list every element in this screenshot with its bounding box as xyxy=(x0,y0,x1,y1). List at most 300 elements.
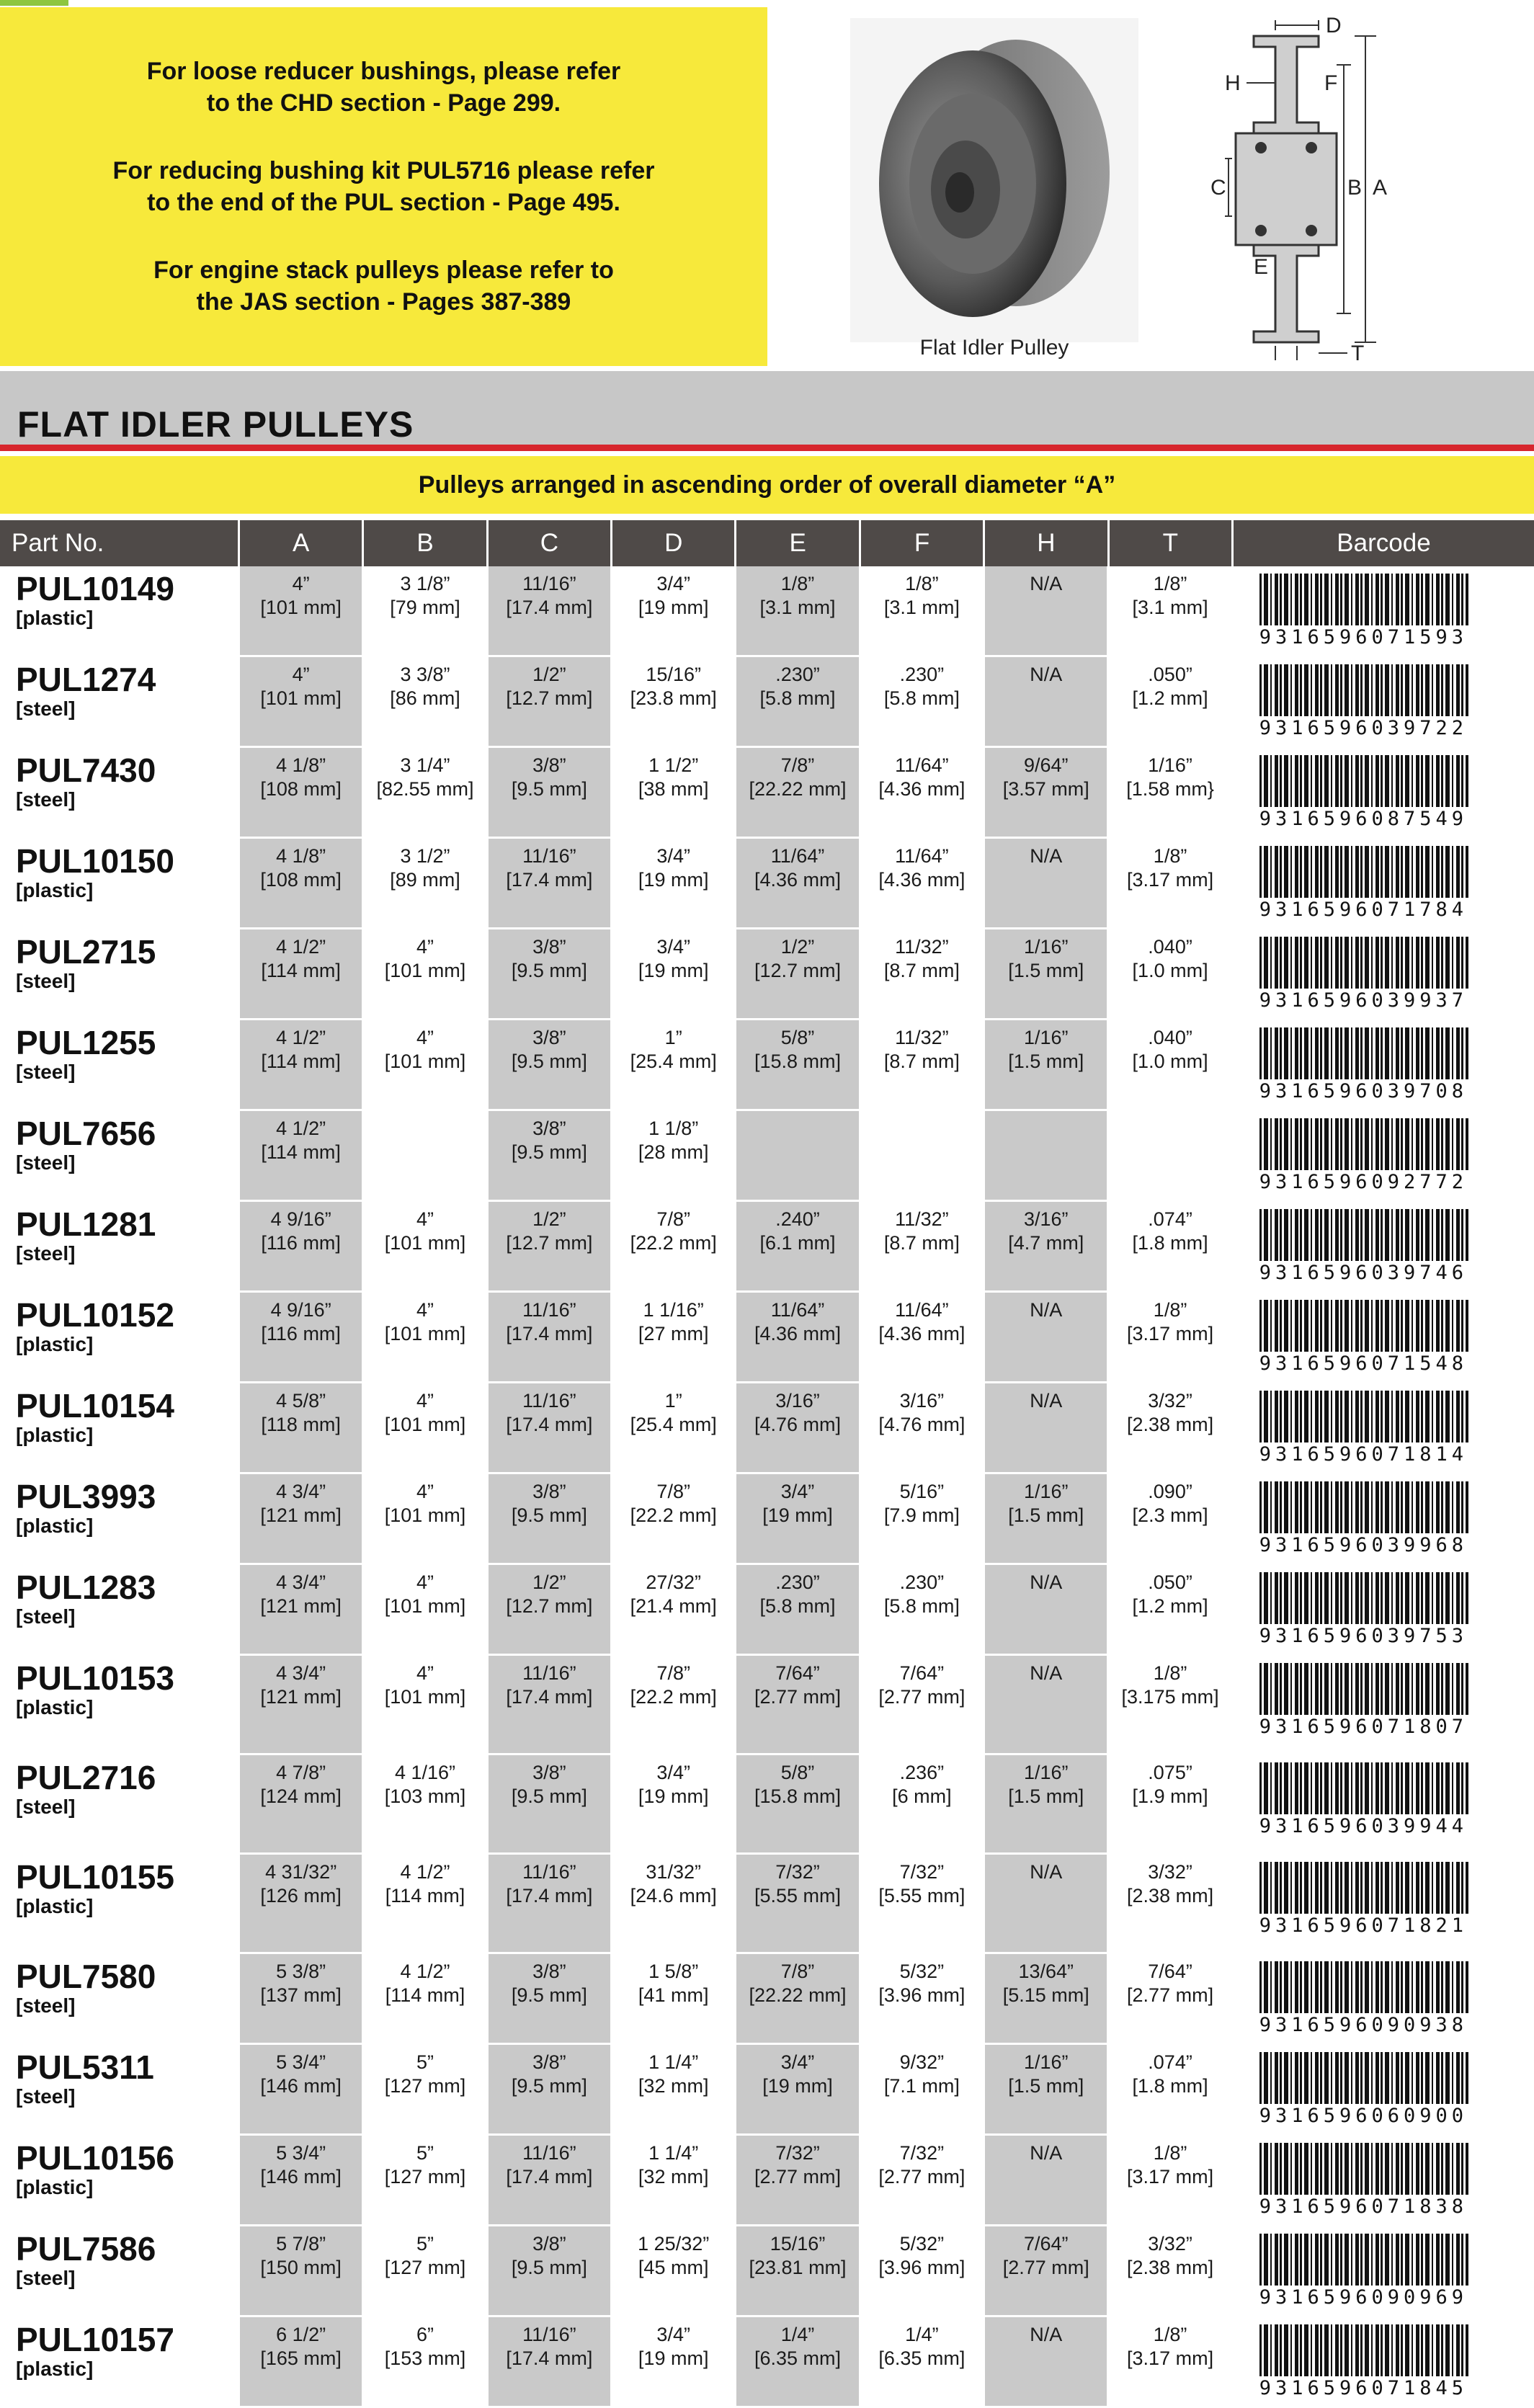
dimension-cell-f xyxy=(861,2226,985,2315)
dimension-cell-e xyxy=(736,1020,860,1109)
table-row xyxy=(0,1020,1534,1111)
dimension-inch: 11/64” xyxy=(895,1299,949,1321)
barcode-cell xyxy=(1234,1855,1534,1952)
barcode-number: 9316596039753 xyxy=(1259,1625,1468,1647)
dimension-cell-e xyxy=(736,1383,860,1472)
dimension-inch: 3/8” xyxy=(532,1118,566,1139)
dimension-cell-d xyxy=(612,2226,736,2315)
dimension-cell-b xyxy=(364,1474,488,1563)
dimension-cell-d xyxy=(612,1202,736,1290)
dimension-cell-d xyxy=(612,2317,736,2406)
dimension-mm: [2.77 mm] xyxy=(878,2166,966,2188)
barcode-icon xyxy=(1259,1961,1468,2013)
dimension-cell-t xyxy=(1109,1954,1233,2043)
dimension-cell-a xyxy=(240,1656,364,1753)
table-row xyxy=(0,1383,1534,1474)
dimension-mm: [108 mm] xyxy=(260,869,342,891)
barcode-cell xyxy=(1234,1565,1534,1654)
dimension-cell-a xyxy=(240,1755,364,1852)
dimension-inch: 3/4” xyxy=(656,936,690,958)
dimension-cell-b xyxy=(364,1293,488,1381)
dimension-mm: [32 mm] xyxy=(638,2075,709,2097)
dimension-inch: .050” xyxy=(1148,1571,1192,1593)
photo-caption: Flat Idler Pulley xyxy=(919,336,1069,360)
part-number: PUL2716 xyxy=(16,1759,156,1796)
dimension-mm: [101 mm] xyxy=(384,1504,466,1526)
dimension-mm: [22.2 mm] xyxy=(630,1232,717,1254)
dimension-inch: 11/16” xyxy=(522,2324,576,2345)
dimension-cell-c xyxy=(489,839,612,927)
dimension-cell-f xyxy=(861,1293,985,1381)
dimension-cell-e xyxy=(736,748,860,837)
dimension-inch: 6” xyxy=(416,2324,434,2345)
barcode-cell xyxy=(1234,657,1534,746)
barcode-cell xyxy=(1234,2317,1534,2406)
table-row xyxy=(0,1855,1534,1954)
dimension-cell-b xyxy=(364,2045,488,2133)
table-row xyxy=(0,1565,1534,1656)
column-header-t: T xyxy=(1110,520,1234,566)
part-number: PUL7430 xyxy=(16,752,156,789)
dimension-cell-b xyxy=(364,566,488,655)
dimension-inch: 4 1/2” xyxy=(276,936,326,958)
dimension-inch: N/A xyxy=(1030,2324,1063,2345)
dimension-mm: [1.8 mm] xyxy=(1132,2075,1208,2097)
dimension-cell-f xyxy=(861,2136,985,2224)
barcode-icon xyxy=(1259,1663,1468,1715)
dimension-mm: [9.5 mm] xyxy=(511,960,587,981)
dimension-cell-h xyxy=(985,2045,1109,2133)
dimension-cell-f xyxy=(861,1383,985,1472)
part-material: [plastic] xyxy=(16,2358,94,2380)
dimension-inch: 3/8” xyxy=(532,2233,566,2255)
dimension-inch: 4 1/2” xyxy=(276,1118,326,1139)
dimension-inch: 3/4” xyxy=(656,845,690,867)
dimension-cell-e xyxy=(736,1202,860,1290)
barcode-icon xyxy=(1259,1027,1468,1079)
dimension-cell-c xyxy=(489,657,612,746)
dimension-mm: [9.5 mm] xyxy=(511,2257,587,2278)
dimension-cell-f xyxy=(861,2045,985,2133)
dimension-cell-t xyxy=(1109,929,1233,1018)
dimension-cell-b xyxy=(364,2136,488,2224)
table-row xyxy=(0,1293,1534,1383)
part-material: [steel] xyxy=(16,1151,76,1174)
dimension-cell-t xyxy=(1109,2317,1233,2406)
dimension-cell-h xyxy=(985,839,1109,927)
part-number: PUL1283 xyxy=(16,1569,156,1606)
dimension-cell-f xyxy=(861,566,985,655)
dimension-mm: [6.1 mm] xyxy=(759,1232,836,1254)
dimension-inch: 4” xyxy=(416,936,434,958)
dimension-cell-b xyxy=(364,1855,488,1952)
table-subtitle: Pulleys arranged in ascending order of overall diameter “A” xyxy=(0,456,1534,514)
dimension-cell-c xyxy=(489,1755,612,1852)
dimension-inch: 4 3/4” xyxy=(276,1662,326,1684)
dimension-mm: [1.2 mm] xyxy=(1132,1595,1208,1617)
dimension-inch: .230” xyxy=(899,664,945,685)
barcode-icon xyxy=(1259,937,1468,989)
table-row xyxy=(0,2045,1534,2136)
dimension-mm: [4.76 mm] xyxy=(878,1414,966,1435)
dimension-mm: [101 mm] xyxy=(260,687,342,709)
dimension-mm: [2.38 mm] xyxy=(1127,1414,1214,1435)
dimension-cell-t xyxy=(1109,1202,1233,1290)
dimension-mm: [6.35 mm] xyxy=(878,2347,966,2369)
dimension-mm: [3.17 mm] xyxy=(1127,2347,1214,2369)
part-material: [steel] xyxy=(16,2267,76,2289)
dimension-cell-f xyxy=(861,1656,985,1753)
dimension-inch: 7/64” xyxy=(1148,1961,1192,1982)
table-row xyxy=(0,1755,1534,1855)
dimension-cell-c xyxy=(489,1020,612,1109)
dimension-inch: 1 1/16” xyxy=(643,1299,704,1321)
dimension-mm: [17.4 mm] xyxy=(506,2347,593,2369)
dimension-inch: 11/16” xyxy=(522,1662,576,1684)
dimension-mm: [1.0 mm] xyxy=(1132,960,1208,981)
dimension-mm: [101 mm] xyxy=(384,1323,466,1345)
dimension-cell-h xyxy=(985,657,1109,746)
part-material: [plastic] xyxy=(16,1424,94,1446)
dimension-cell-e xyxy=(736,2045,860,2133)
dimension-inch: 1/8” xyxy=(1153,2324,1187,2345)
dimension-cell-e xyxy=(736,839,860,927)
diagram-label-c: C xyxy=(1210,176,1226,200)
dimension-inch: 1/8” xyxy=(1153,1299,1187,1321)
dimension-mm: [127 mm] xyxy=(384,2075,466,2097)
dimension-inch: 5” xyxy=(416,2051,434,2073)
dimension-mm: [17.4 mm] xyxy=(506,1686,593,1708)
dimension-cell-h xyxy=(985,1383,1109,1472)
barcode-icon xyxy=(1259,1762,1468,1814)
dimension-mm: [127 mm] xyxy=(384,2257,466,2278)
barcode-number: 9316596071821 xyxy=(1259,1914,1468,1937)
part-material: [steel] xyxy=(16,1605,76,1628)
dimension-cell-t xyxy=(1109,839,1233,927)
dimension-mm: [6 mm] xyxy=(892,1785,952,1807)
dimension-inch: 13/64” xyxy=(1018,1961,1074,1982)
dimension-inch: 1/8” xyxy=(1153,2142,1187,2164)
dimension-mm: [19 mm] xyxy=(762,1504,833,1526)
dimension-cell-a xyxy=(240,2226,364,2315)
dimension-cell-b xyxy=(364,929,488,1018)
dimension-mm: [12.7 mm] xyxy=(506,1232,593,1254)
dimension-inch: 7/64” xyxy=(1023,2233,1069,2255)
dimension-inch: 4” xyxy=(416,1662,434,1684)
dimension-cell-d xyxy=(612,1755,736,1852)
top-accent-bar xyxy=(0,0,68,6)
dimension-inch: 5 7/8” xyxy=(276,2233,326,2255)
dimension-mm: [21.4 mm] xyxy=(630,1595,717,1617)
dimension-mm: [1.5 mm] xyxy=(1008,1785,1084,1807)
dimension-mm: [19 mm] xyxy=(638,1785,709,1807)
part-cell xyxy=(0,1565,240,1654)
dimension-cell-a xyxy=(240,1855,364,1952)
barcode-number: 9316596071807 xyxy=(1259,1716,1468,1738)
dimension-cell-f xyxy=(861,1020,985,1109)
dimension-cell-d xyxy=(612,1855,736,1952)
dimension-mm: [15.8 mm] xyxy=(754,1051,842,1072)
dimension-cell-h xyxy=(985,2226,1109,2315)
dimension-inch: 7/32” xyxy=(899,2142,945,2164)
dimension-inch: 4 7/8” xyxy=(276,1762,326,1783)
part-number: PUL1255 xyxy=(16,1024,156,1061)
dimension-cell-a xyxy=(240,1293,364,1381)
diagram-label-e: E xyxy=(1254,255,1269,279)
dimension-inch: 11/32” xyxy=(895,1208,949,1230)
dimension-cell-d xyxy=(612,1954,736,2043)
dimension-inch: 3/16” xyxy=(899,1390,945,1412)
dimension-mm: [1.5 mm] xyxy=(1008,2075,1084,2097)
dimension-inch: 1/8” xyxy=(1153,573,1187,594)
part-material: [steel] xyxy=(16,2085,76,2108)
dimension-mm: [101 mm] xyxy=(384,1232,466,1254)
column-header-h: H xyxy=(985,520,1109,566)
dimension-cell-t xyxy=(1109,1383,1233,1472)
dimension-mm: [2.77 mm] xyxy=(754,1686,842,1708)
part-material: [plastic] xyxy=(16,1515,94,1537)
dimension-mm: [101 mm] xyxy=(384,1414,466,1435)
barcode-cell xyxy=(1234,839,1534,927)
dimension-inch: 5 3/4” xyxy=(276,2051,326,2073)
dimension-inch: N/A xyxy=(1030,1662,1063,1684)
dimension-cell-c xyxy=(489,2226,612,2315)
dimension-mm: [38 mm] xyxy=(638,778,709,800)
column-header-f: F xyxy=(861,520,985,566)
dimension-inch: 3/8” xyxy=(532,2051,566,2073)
dimension-inch: 3/32” xyxy=(1148,1861,1192,1883)
dimension-mm: [101 mm] xyxy=(260,597,342,618)
dimension-inch: 27/32” xyxy=(646,1571,701,1593)
dimension-mm: [86 mm] xyxy=(390,687,460,709)
diagram-label-h: H xyxy=(1225,71,1241,95)
barcode-cell xyxy=(1234,1474,1534,1563)
dimension-cell-h xyxy=(985,1202,1109,1290)
dimension-mm: [3.57 mm] xyxy=(1002,778,1089,800)
dimension-inch: 5/16” xyxy=(899,1481,945,1502)
part-cell xyxy=(0,1293,240,1381)
dimension-inch: 1” xyxy=(664,1390,682,1412)
dimension-inch: 1 1/8” xyxy=(648,1118,699,1139)
part-cell xyxy=(0,2136,240,2224)
dimension-inch: 7/64” xyxy=(899,1662,945,1684)
dimension-mm: [15.8 mm] xyxy=(754,1785,842,1807)
dimension-inch: 7/8” xyxy=(780,1961,815,1982)
dimension-mm: [4.36 mm] xyxy=(754,1323,842,1345)
dimension-cell-d xyxy=(612,1383,736,1472)
dimension-inch: 3/8” xyxy=(532,1481,566,1502)
dimension-mm: [2.38 mm] xyxy=(1127,1885,1214,1907)
diagram-label-d: D xyxy=(1326,14,1342,37)
dimension-inch: 11/64” xyxy=(895,845,949,867)
barcode-number: 9316596090969 xyxy=(1259,2286,1468,2309)
table-row xyxy=(0,1202,1534,1293)
dimension-cell-h xyxy=(985,1111,1109,1200)
dimension-inch: 3/8” xyxy=(532,754,566,776)
dimension-inch: 5/32” xyxy=(899,1961,945,1982)
dimension-inch: .074” xyxy=(1148,1208,1192,1230)
dimension-inch: 3/8” xyxy=(532,1027,566,1048)
dimension-inch: 4” xyxy=(292,573,310,594)
dimension-mm: [4.36 mm] xyxy=(878,1323,966,1345)
dimension-mm: [9.5 mm] xyxy=(511,2075,587,2097)
pulley-table xyxy=(0,566,1534,2408)
pulley-dimension-diagram xyxy=(1210,14,1455,367)
part-cell xyxy=(0,566,240,655)
table-row xyxy=(0,929,1534,1020)
barcode-cell xyxy=(1234,1020,1534,1109)
dimension-inch: .240” xyxy=(775,1208,820,1230)
dimension-inch: 7/32” xyxy=(899,1861,945,1883)
dimension-cell-h xyxy=(985,1020,1109,1109)
dimension-mm: [114 mm] xyxy=(385,1984,465,2006)
table-row xyxy=(0,1656,1534,1755)
dimension-inch: N/A xyxy=(1030,1861,1063,1883)
dimension-inch: 1/8” xyxy=(905,573,939,594)
dimension-mm: [4.36 mm] xyxy=(878,778,966,800)
dimension-cell-c xyxy=(489,2136,612,2224)
dimension-mm: [1.0 mm] xyxy=(1132,1051,1208,1072)
dimension-inch: 3/8” xyxy=(532,1961,566,1982)
dimension-cell-h xyxy=(985,566,1109,655)
part-cell xyxy=(0,748,240,837)
dimension-mm: [150 mm] xyxy=(260,2257,342,2278)
flat-idler-pulley-photo xyxy=(850,18,1138,342)
dimension-inch: 4 9/16” xyxy=(270,1208,331,1230)
dimension-inch: 3/32” xyxy=(1148,1390,1192,1412)
dimension-inch: 4 1/8” xyxy=(276,754,326,776)
dimension-mm: [126 mm] xyxy=(260,1885,342,1907)
dimension-cell-e xyxy=(736,1111,860,1200)
dimension-cell-f xyxy=(861,748,985,837)
reference-notice xyxy=(0,7,767,366)
barcode-number: 9316596071593 xyxy=(1259,626,1468,648)
dimension-inch: .040” xyxy=(1148,936,1192,958)
part-cell xyxy=(0,1474,240,1563)
table-row xyxy=(0,2226,1534,2317)
dimension-cell-e xyxy=(736,1565,860,1654)
dimension-mm: [25.4 mm] xyxy=(630,1051,717,1072)
dimension-inch: 1 5/8” xyxy=(648,1961,699,1982)
dimension-inch: .075” xyxy=(1148,1762,1192,1783)
dimension-cell-e xyxy=(736,2226,860,2315)
dimension-inch: 1 1/2” xyxy=(648,754,699,776)
dimension-cell-f xyxy=(861,657,985,746)
dimension-cell-c xyxy=(489,566,612,655)
dimension-mm: [4.36 mm] xyxy=(878,869,966,891)
dimension-cell-f xyxy=(861,2317,985,2406)
dimension-inch: 7/32” xyxy=(775,1861,820,1883)
part-number: PUL2715 xyxy=(16,933,156,971)
dimension-inch: 11/16” xyxy=(522,845,576,867)
dimension-mm: [5.15 mm] xyxy=(1002,1984,1089,2006)
barcode-icon xyxy=(1259,1862,1468,1914)
dimension-cell-h xyxy=(985,1293,1109,1381)
dimension-mm: [118 mm] xyxy=(261,1414,341,1435)
dimension-mm: [165 mm] xyxy=(260,2347,342,2369)
dimension-mm: [3.17 mm] xyxy=(1127,869,1214,891)
part-number: PUL7586 xyxy=(16,2230,156,2267)
dimension-inch: 3 3/8” xyxy=(400,664,450,685)
dimension-inch: 3/8” xyxy=(532,936,566,958)
dimension-inch: 1/16” xyxy=(1023,2051,1069,2073)
dimension-mm: [101 mm] xyxy=(384,1686,466,1708)
dimension-mm: [5.8 mm] xyxy=(759,1595,836,1617)
dimension-cell-d xyxy=(612,1111,736,1200)
barcode-number: 9316596092772 xyxy=(1259,1171,1468,1193)
barcode-icon xyxy=(1259,1391,1468,1442)
dimension-cell-d xyxy=(612,1565,736,1654)
dimension-cell-t xyxy=(1109,1474,1233,1563)
dimension-inch: 7/64” xyxy=(775,1662,820,1684)
dimension-inch: 3/4” xyxy=(656,2324,690,2345)
dimension-cell-c xyxy=(489,2045,612,2133)
dimension-cell-f xyxy=(861,1202,985,1290)
dimension-mm: [121 mm] xyxy=(260,1504,342,1526)
part-material: [plastic] xyxy=(16,2176,94,2198)
part-number: PUL7656 xyxy=(16,1115,156,1152)
dimension-cell-t xyxy=(1109,748,1233,837)
dimension-inch: 5” xyxy=(416,2233,434,2255)
dimension-mm: [103 mm] xyxy=(384,1785,466,1807)
dimension-inch: 7/8” xyxy=(656,1208,690,1230)
dimension-mm: [19 mm] xyxy=(638,960,709,981)
dimension-mm: [121 mm] xyxy=(260,1686,342,1708)
dimension-cell-c xyxy=(489,1565,612,1654)
dimension-mm: [9.5 mm] xyxy=(511,778,587,800)
part-cell xyxy=(0,1954,240,2043)
dimension-cell-d xyxy=(612,1293,736,1381)
dimension-inch: 11/16” xyxy=(522,573,576,594)
dimension-mm: [22.2 mm] xyxy=(630,1504,717,1526)
column-header-e: E xyxy=(736,520,860,566)
dimension-cell-h xyxy=(985,2136,1109,2224)
barcode-icon xyxy=(1259,846,1468,898)
dimension-inch: 11/64” xyxy=(770,845,825,867)
dimension-cell-b xyxy=(364,1111,488,1200)
dimension-mm: [2.77 mm] xyxy=(1127,1984,1214,2006)
part-cell xyxy=(0,839,240,927)
dimension-mm: [1.5 mm] xyxy=(1008,960,1084,981)
dimension-cell-t xyxy=(1109,566,1233,655)
dimension-cell-c xyxy=(489,1383,612,1472)
dimension-mm: [9.5 mm] xyxy=(511,1141,587,1163)
table-header xyxy=(0,520,1534,566)
dimension-mm: [5.8 mm] xyxy=(883,1595,960,1617)
dimension-inch: 7/8” xyxy=(656,1662,690,1684)
part-material: [steel] xyxy=(16,1796,76,1818)
column-header-d: D xyxy=(612,520,736,566)
dimension-mm: [5.55 mm] xyxy=(878,1885,966,1907)
barcode-icon xyxy=(1259,2052,1468,2104)
table-row xyxy=(0,2317,1534,2408)
dimension-inch: 9/64” xyxy=(1023,754,1069,776)
dimension-inch: 1 25/32” xyxy=(638,2233,710,2255)
dimension-mm: [146 mm] xyxy=(260,2075,342,2097)
dimension-mm: [17.4 mm] xyxy=(506,1414,593,1435)
dimension-cell-a xyxy=(240,1954,364,2043)
barcode-icon xyxy=(1259,755,1468,807)
dimension-inch: 4 1/2” xyxy=(400,1961,450,1982)
dimension-inch: 3/4” xyxy=(780,1481,815,1502)
dimension-inch: 11/32” xyxy=(895,936,949,958)
dimension-cell-h xyxy=(985,1474,1109,1563)
dimension-mm: [3.96 mm] xyxy=(878,2257,966,2278)
dimension-cell-d xyxy=(612,657,736,746)
dimension-cell-e xyxy=(736,566,860,655)
dimension-inch: 1/2” xyxy=(532,664,566,685)
dimension-inch: 5/8” xyxy=(780,1027,815,1048)
